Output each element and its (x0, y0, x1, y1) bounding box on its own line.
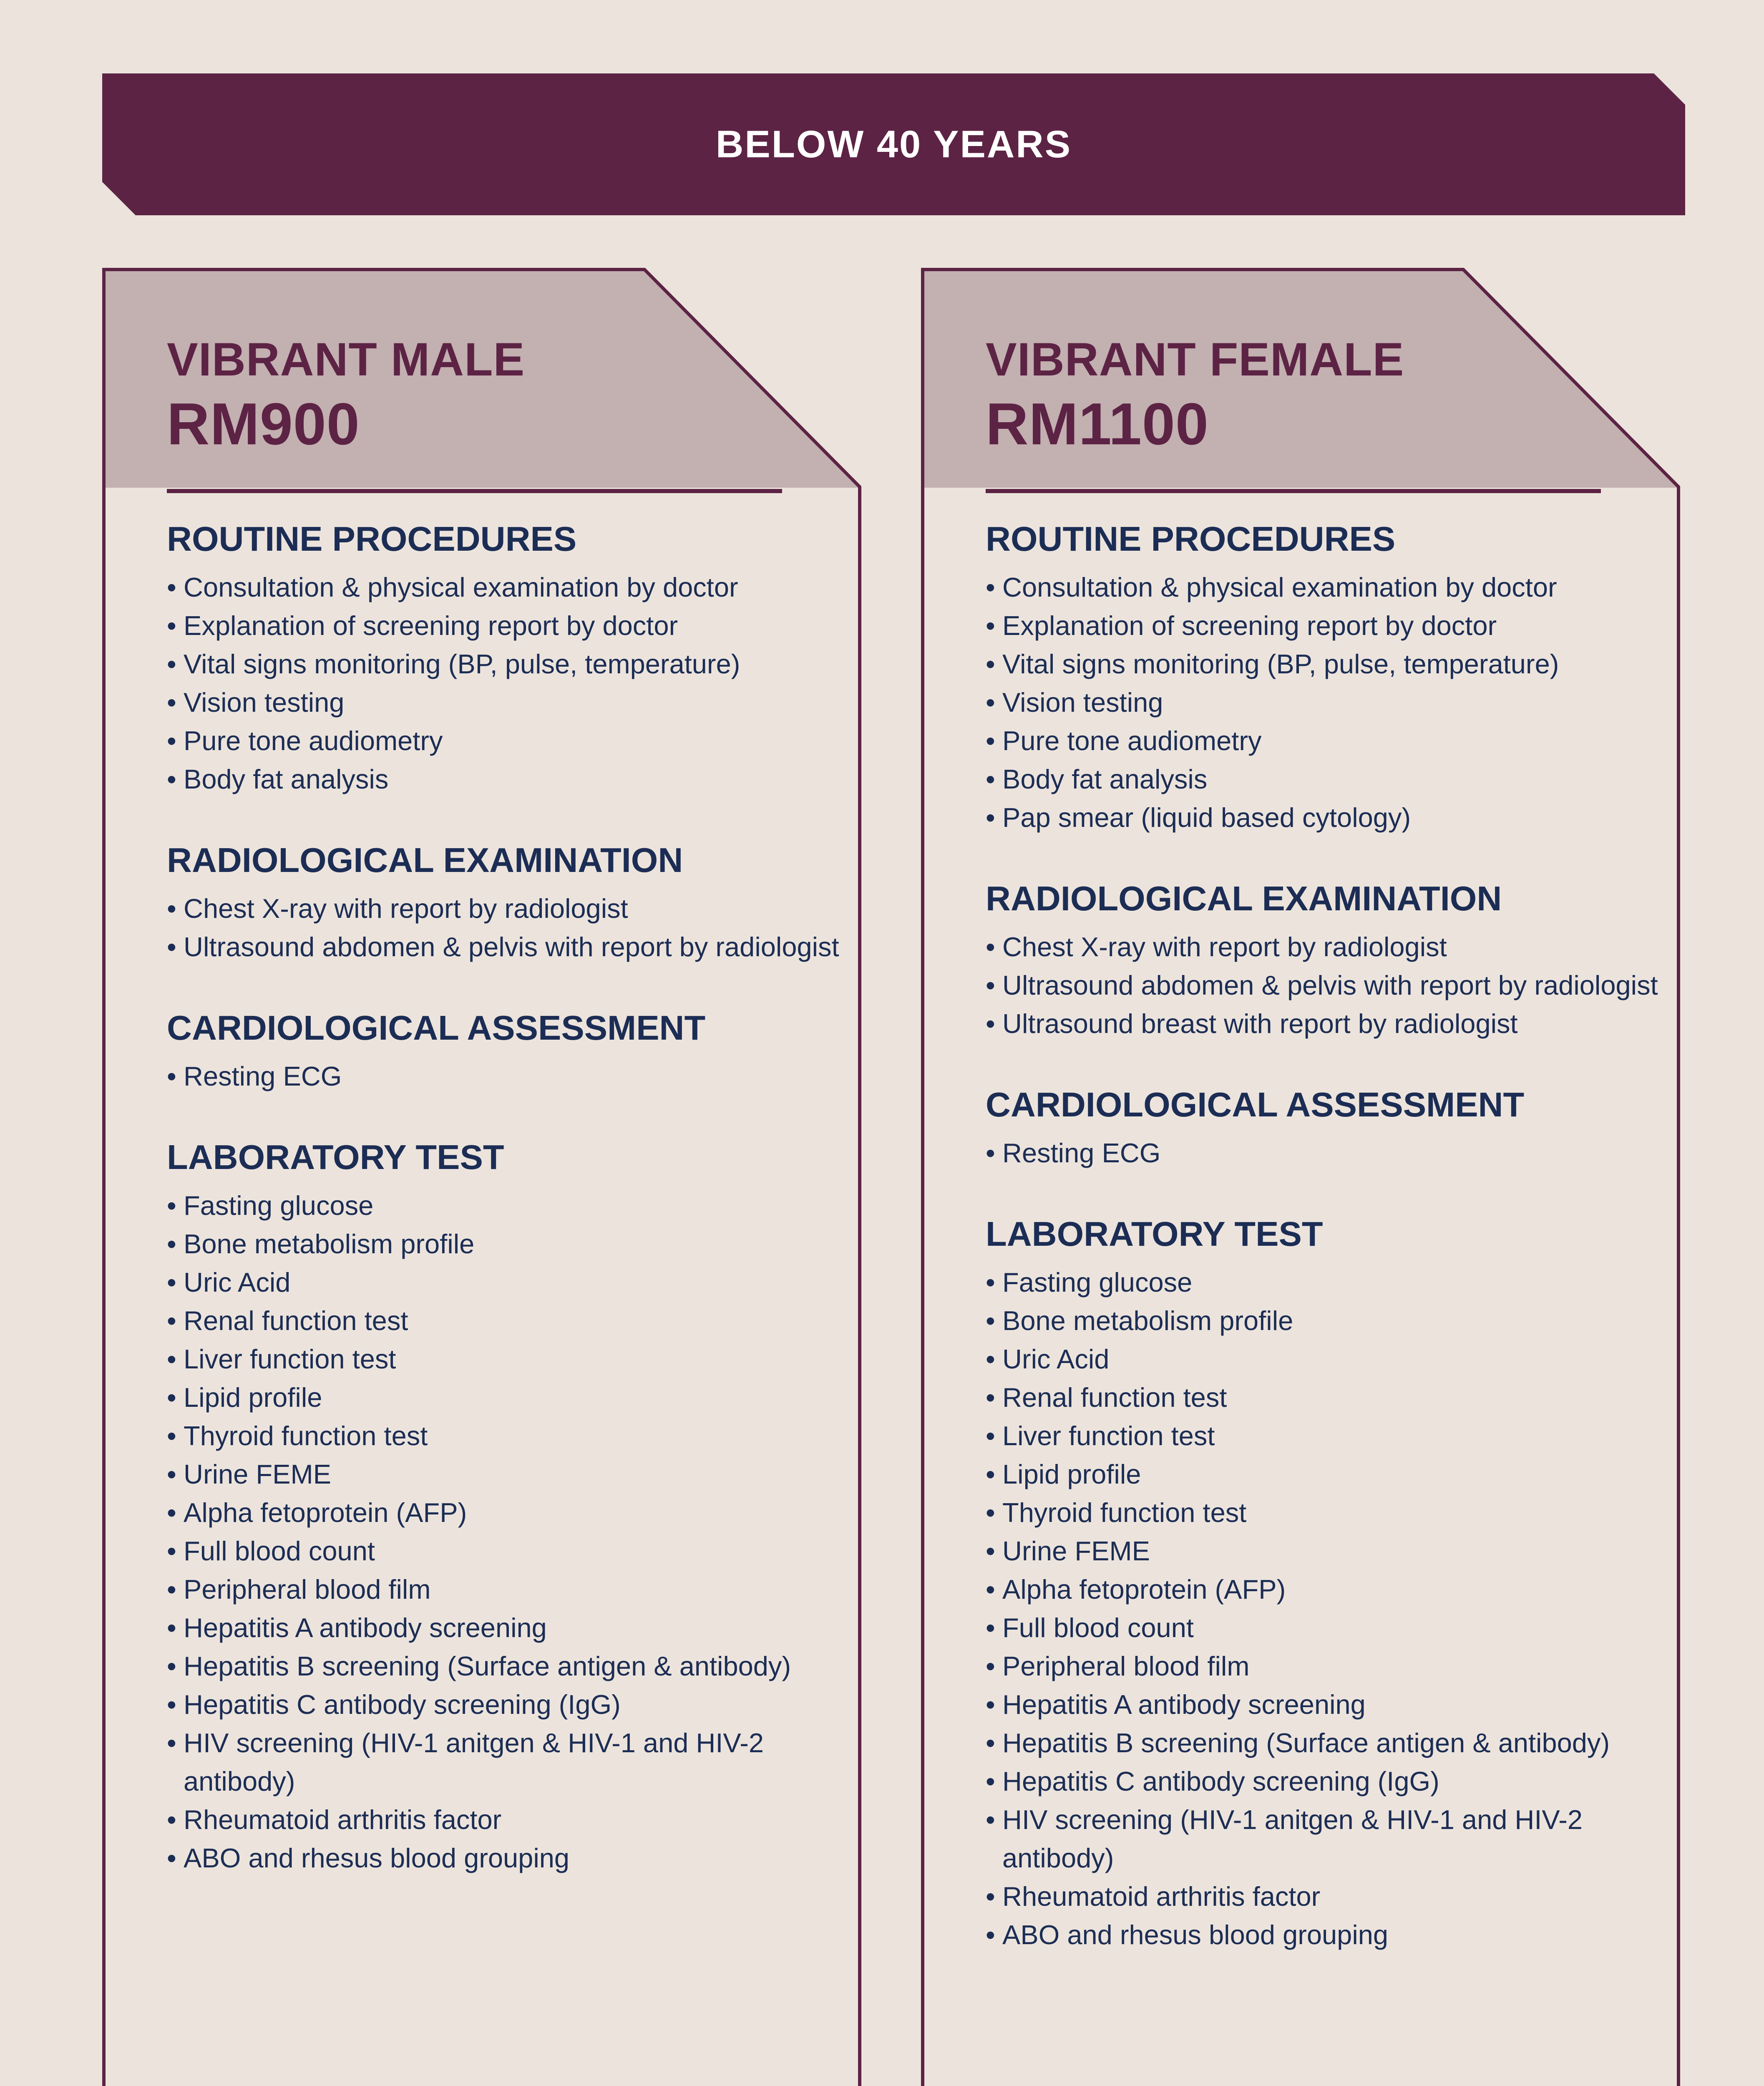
package-card-female (921, 268, 1681, 2086)
list-item: • Full blood count (167, 1532, 851, 1570)
package-sections (167, 518, 851, 1918)
section-cardiological-assessment (167, 1007, 851, 1096)
list-item: • Hepatitis B screening (Surface antigen & antibody) (986, 1724, 1670, 1762)
section-title: ROUTINE PROCEDURES (167, 519, 577, 558)
list-item: • Vision testing (167, 683, 851, 722)
list-item: • Chest X-ray with report by radiologist (167, 889, 851, 928)
card-header (986, 330, 1404, 460)
list-item: • Chest X-ray with report by radiologist (986, 928, 1670, 966)
list-item: • Hepatitis A antibody screening (986, 1685, 1670, 1724)
list-item: • Resting ECG (986, 1134, 1670, 1172)
item-list (986, 1134, 1670, 1172)
list-item: • Explanation of screening report by doctor (986, 607, 1670, 645)
list-item: • Pure tone audiometry (986, 722, 1670, 760)
list-item: • Fasting glucose (167, 1187, 851, 1225)
list-item: • Ultrasound abdomen & pelvis with report by radiologist (167, 928, 851, 966)
item-list (986, 1263, 1670, 1954)
item-list (167, 1187, 851, 1877)
list-item: • Body fat analysis (167, 760, 851, 799)
section-radiological-examination (167, 839, 851, 966)
list-item: • Vision testing (986, 683, 1670, 722)
section-title: ROUTINE PROCEDURES (986, 519, 1396, 558)
section-routine-procedures (986, 518, 1670, 837)
section-title: LABORATORY TEST (986, 1214, 1323, 1253)
item-list (986, 568, 1670, 837)
list-item: • Lipid profile (986, 1455, 1670, 1494)
section-laboratory-test (167, 1136, 851, 1877)
list-item: • Urine FEME (986, 1532, 1670, 1570)
list-item: • HIV screening (HIV-1 anitgen & HIV-1 and HIV-2 antibody) (167, 1724, 851, 1801)
section-laboratory-test (986, 1213, 1670, 1954)
list-item: • Full blood count (986, 1609, 1670, 1647)
banner-title: BELOW 40 YEARS (715, 123, 1072, 166)
section-title: RADIOLOGICAL EXAMINATION (167, 841, 683, 879)
list-item: • Uric Acid (986, 1340, 1670, 1378)
list-item: • Thyroid function test (167, 1417, 851, 1455)
list-item: • ABO and rhesus blood grouping (986, 1916, 1670, 1954)
list-item: • Explanation of screening report by doctor (167, 607, 851, 645)
list-item: • Pap smear (liquid based cytology) (986, 799, 1670, 837)
list-item: • Hepatitis C antibody screening (IgG) (167, 1685, 851, 1724)
section-radiological-examination (986, 878, 1670, 1043)
list-item: • Body fat analysis (986, 760, 1670, 799)
list-item: • Uric Acid (167, 1263, 851, 1302)
list-item: • Vital signs monitoring (BP, pulse, temperature) (167, 645, 851, 683)
list-item: • Ultrasound abdomen & pelvis with report by radiologist (986, 966, 1670, 1005)
age-group-banner (102, 73, 1685, 215)
section-title: LABORATORY TEST (167, 1138, 504, 1177)
package-sections (986, 518, 1670, 1995)
list-item: • Peripheral blood film (986, 1647, 1670, 1685)
list-item: • Liver function test (986, 1417, 1670, 1455)
list-item: • Pure tone audiometry (167, 722, 851, 760)
list-item: • Renal function test (167, 1302, 851, 1340)
package-price: RM900 (167, 391, 360, 457)
item-list (167, 889, 851, 966)
list-item: • Bone metabolism profile (986, 1302, 1670, 1340)
package-name: VIBRANT FEMALE (986, 333, 1404, 385)
list-item: • Fasting glucose (986, 1263, 1670, 1302)
item-list (167, 568, 851, 799)
list-item: • Thyroid function test (986, 1494, 1670, 1532)
list-item: • Hepatitis B screening (Surface antigen & antibody) (167, 1647, 851, 1685)
list-item: • Vital signs monitoring (BP, pulse, temperature) (986, 645, 1670, 683)
list-item: • Alpha fetoprotein (AFP) (167, 1494, 851, 1532)
section-routine-procedures (167, 518, 851, 799)
list-item: • Urine FEME (167, 1455, 851, 1494)
list-item: • Alpha fetoprotein (AFP) (986, 1570, 1670, 1609)
item-list (986, 928, 1670, 1043)
item-list (167, 1057, 851, 1096)
list-item: • Lipid profile (167, 1378, 851, 1417)
list-item: • Rheumatoid arthritis factor (986, 1877, 1670, 1916)
section-cardiological-assessment (986, 1084, 1670, 1172)
list-item: • HIV screening (HIV-1 anitgen & HIV-1 and HIV-2 antibody) (986, 1801, 1670, 1877)
list-item: • Ultrasound breast with report by radiologist (986, 1005, 1670, 1043)
card-header (167, 330, 525, 460)
list-item: • Consultation & physical examination by doctor (167, 568, 851, 607)
package-card-male (102, 268, 862, 2086)
section-title: RADIOLOGICAL EXAMINATION (986, 879, 1502, 918)
list-item: • Rheumatoid arthritis factor (167, 1801, 851, 1839)
list-item: • Liver function test (167, 1340, 851, 1378)
list-item: • Consultation & physical examination by doctor (986, 568, 1670, 607)
package-price: RM1100 (986, 391, 1209, 457)
list-item: • Hepatitis A antibody screening (167, 1609, 851, 1647)
list-item: • Renal function test (986, 1378, 1670, 1417)
section-title: CARDIOLOGICAL ASSESSMENT (167, 1008, 706, 1047)
list-item: • Hepatitis C antibody screening (IgG) (986, 1762, 1670, 1801)
list-item: • Bone metabolism profile (167, 1225, 851, 1263)
list-item: • Resting ECG (167, 1057, 851, 1096)
list-item: • ABO and rhesus blood grouping (167, 1839, 851, 1877)
package-name: VIBRANT MALE (167, 333, 525, 385)
list-item: • Peripheral blood film (167, 1570, 851, 1609)
section-title: CARDIOLOGICAL ASSESSMENT (986, 1085, 1525, 1124)
